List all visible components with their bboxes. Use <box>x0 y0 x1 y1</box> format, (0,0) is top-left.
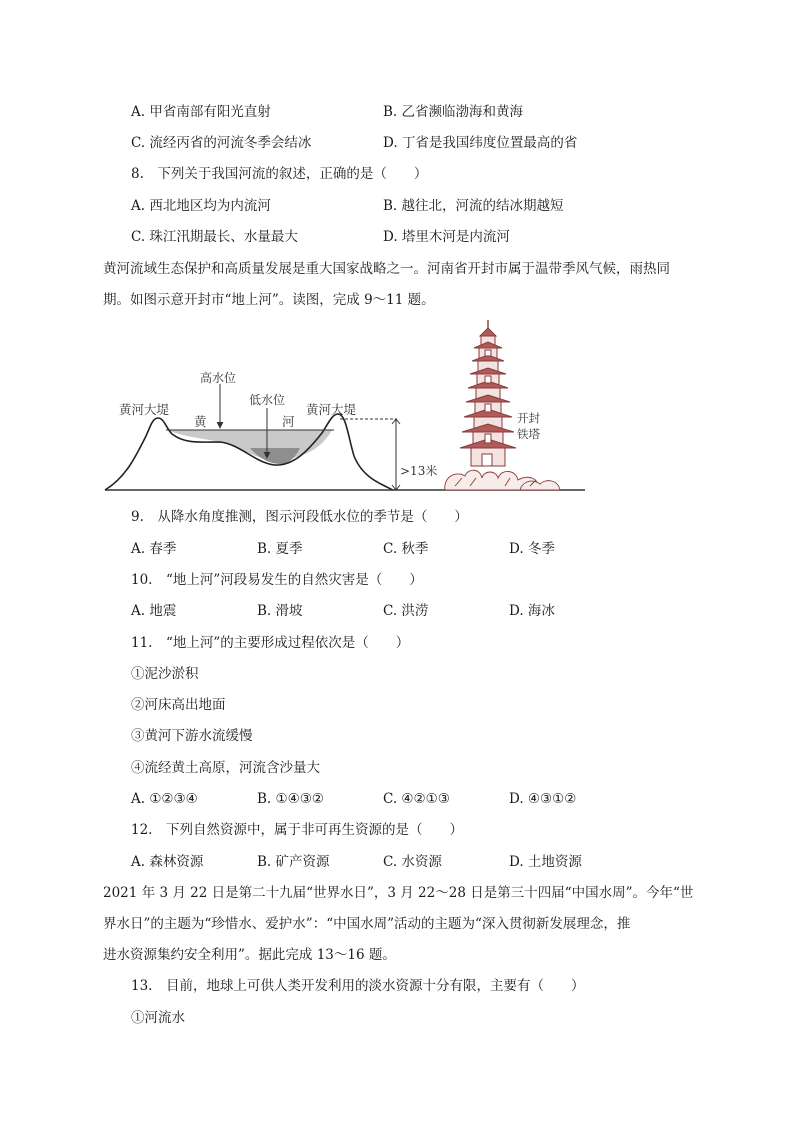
q8-option-c: C. 珠江汛期最长、水量最大 <box>131 229 298 245</box>
river-char-he: 河 <box>282 414 295 429</box>
q11-option-a: A. ①②③④ <box>131 791 198 807</box>
q12-option-b: B. 矿产资源 <box>257 854 330 870</box>
q12-option-d: D. 土地资源 <box>509 854 582 870</box>
q10-option-d: D. 海冰 <box>509 603 555 619</box>
low-water-label: 低水位 <box>249 393 286 407</box>
q11-step-4: ④流经黄土高原，河流含沙量大 <box>131 760 320 776</box>
q8-stem: 8. 下列关于我国河流的叙述，正确的是（ ） <box>131 166 428 182</box>
iron-pagoda-illustration <box>460 320 516 466</box>
passage2-line1: 2021 年 3 月 22 日是第二十九届“世界水日”，3 月 22～28 日是第三十四届“中国水周”。今年“世 <box>103 885 694 901</box>
left-dike-label: 黄河大堤 <box>119 402 170 417</box>
tower-label-line2: 铁塔 <box>517 427 540 441</box>
q7-option-d: D. 丁省是我国纬度位置最高的省 <box>383 135 578 151</box>
right-dike-label: 黄河大堤 <box>306 402 357 417</box>
q10-stem: 10. “地上河”河段易发生的自然灾害是（ ） <box>131 572 423 588</box>
q13-item-1: ①河流水 <box>131 1010 185 1026</box>
q9-option-d: D. 冬季 <box>509 541 555 557</box>
q11-step-2: ②河床高出地面 <box>131 697 226 713</box>
river-char-huang: 黄 <box>194 414 207 429</box>
above-ground-river-figure <box>100 318 600 498</box>
q8-option-b: B. 越往北，河流的结冰期越短 <box>383 198 564 214</box>
q8-option-a: A. 西北地区均为内流河 <box>131 198 271 214</box>
q7-option-a: A. 甲省南部有阳光直射 <box>131 104 271 120</box>
passage1-line2: 期。如图示意开封市“地上河”。读图，完成 9～11 题。 <box>103 292 435 308</box>
q7-option-b: B. 乙省濒临渤海和黄海 <box>383 104 524 120</box>
q10-option-b: B. 滑坡 <box>257 603 303 619</box>
q11-step-1: ①泥沙淤积 <box>131 666 199 682</box>
q10-option-a: A. 地震 <box>131 603 177 619</box>
q9-stem: 9. 从降水角度推测，图示河段低水位的季节是（ ） <box>131 509 468 525</box>
q10-option-c: C. 洪涝 <box>383 603 429 619</box>
passage2-line3: 进水资源集约安全利用”。据此完成 13～16 题。 <box>103 947 396 963</box>
q11-option-d: D. ④③①② <box>509 791 577 807</box>
tower-label-line1: 开封 <box>517 411 540 425</box>
q13-stem: 13. 目前，地球上可供人类开发利用的淡水资源十分有限，主要有（ ） <box>131 978 585 994</box>
pagoda-shrubs <box>445 470 560 490</box>
q9-option-b: B. 夏季 <box>257 541 303 557</box>
high-water-label: 高水位 <box>200 371 237 385</box>
q11-option-b: B. ①④③② <box>257 791 324 807</box>
q12-stem: 12. 下列自然资源中，属于非可再生资源的是（ ） <box>131 822 463 838</box>
q11-option-c: C. ④②①③ <box>383 791 450 807</box>
passage1-line1: 黄河流域生态保护和高质量发展是重大国家战略之一。河南省开封市属于温带季风气候，雨热同 <box>103 261 670 277</box>
q9-option-c: C. 秋季 <box>383 541 429 557</box>
q7-option-c: C. 流经丙省的河流冬季会结冰 <box>131 135 312 151</box>
q11-step-3: ③黄河下游水流缓慢 <box>131 728 253 744</box>
q12-option-a: A. 森林资源 <box>131 854 204 870</box>
q9-option-a: A. 春季 <box>131 541 177 557</box>
height-label: >13米 <box>400 464 438 478</box>
q12-option-c: C. 水资源 <box>383 854 442 870</box>
passage2-line2: 界水日”的主题为“珍惜水、爱护水”：“中国水周”活动的主题为“深入贯彻新发展理念，推 <box>103 916 631 932</box>
q11-stem: 11. “地上河”的主要形成过程依次是（ ） <box>131 635 410 651</box>
q8-option-d: D. 塔里木河是内流河 <box>383 229 510 245</box>
